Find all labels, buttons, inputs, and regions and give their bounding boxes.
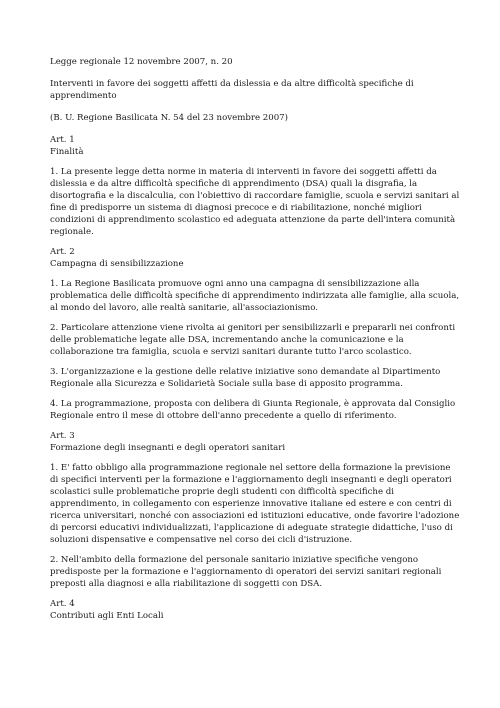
article-4 <box>50 598 460 622</box>
article-3 <box>50 430 460 590</box>
law-title: Legge regionale 12 novembre 2007, n. 20 <box>50 57 233 67</box>
article-number: Art. 3 <box>50 431 75 441</box>
bulletin-reference: (B. U. Regione Basilicata N. 54 del 23 novembre 2007) <box>50 113 289 123</box>
article-1 <box>50 134 460 238</box>
article-paragraph: 2. Particolare attenzione viene rivolta ai genitori per sensibilizzarli e prepararli nei confronti delle problematiche legate alle DSA, incrementando anche la comunicazione e la collaborazione tra famiglia, scuola e servizi sanitari durante tutto l'arco scolastico. <box>50 323 456 357</box>
article-heading: Campagna di sensibilizzazione <box>50 259 184 269</box>
article-paragraph: 1. La presente legge detta norme in materia di interventi in favore dei soggetti affetti da dislessia e da altre difficoltà specifiche di apprendimento (DSA) quali la disgrafia, la disortografia e la discalculia, con l'obiettivo di raccordare famiglie, scuola e servizi sanitari al fine di predisporre un sistema di diagnosi precoce e di riabilitazione, nonché migliori condizioni di apprendimento scolastico ed adeguata attenzione da parte dell'intera comunità regionale. <box>50 167 460 237</box>
article-heading: Finalità <box>50 147 84 157</box>
article-paragraph: 1. E' fatto obbligo alla programmazione regionale nel settore della formazione la previsione di specifici interventi per la formazione e l'aggiornamento degli insegnanti e degli operatori scolastici sulle problematiche proprie degli studenti con difficoltà specifiche di apprendimento, in collegamento con esperienze innovative italiane ed estere e con centri di ricerca universitari, nonché con associazioni ed istituzioni educative, onde favorire l'adozione di percorsi educativi individualizzati, l'applicazione di adeguate strategie didattiche, l'uso di soluzioni dispensative e compensative nel corso dei cicli d'istruzione. <box>50 463 460 545</box>
article-number: Art. 4 <box>50 599 75 609</box>
article-heading: Formazione degli insegnanti e degli operatori sanitari <box>50 443 286 453</box>
article-2 <box>50 246 460 422</box>
law-subtitle: Interventi in favore dei soggetti affetti da dislessia e da altre difficoltà specifiche di apprendimento <box>50 79 414 101</box>
article-number: Art. 1 <box>50 135 75 145</box>
article-number: Art. 2 <box>50 247 75 257</box>
article-paragraph: 1. La Regione Basilicata promuove ogni anno una campagna di sensibilizzazione alla problematica delle difficoltà specifiche di apprendimento indirizzata alle famiglie, alla scuola, al mondo del lavoro, alle realtà sanitarie, all'associazionismo. <box>50 279 460 313</box>
article-paragraph: 2. Nell'ambito della formazione del personale sanitario iniziative specifiche vengono predisposte per la formazione e l'aggiornamento di operatori dei servizi sanitari regionali preposti alla diagnosi e alla riabilitazione di soggetti con DSA. <box>50 555 442 589</box>
article-heading: Contributi agli Enti Locali <box>50 611 164 621</box>
article-paragraph: 3. L'organizzazione e la gestione delle relative iniziative sono demandate al Dipartimento Regionale alla Sicurezza e Solidarietà Sociale sulla base di apposito programma. <box>50 367 441 389</box>
document-header <box>50 56 460 124</box>
article-paragraph: 4. La programmazione, proposta con delibera di Giunta Regionale, è approvata dal Consiglio Regionale entro il mese di ottobre dell'anno precedente a quello di riferimento. <box>50 399 456 421</box>
